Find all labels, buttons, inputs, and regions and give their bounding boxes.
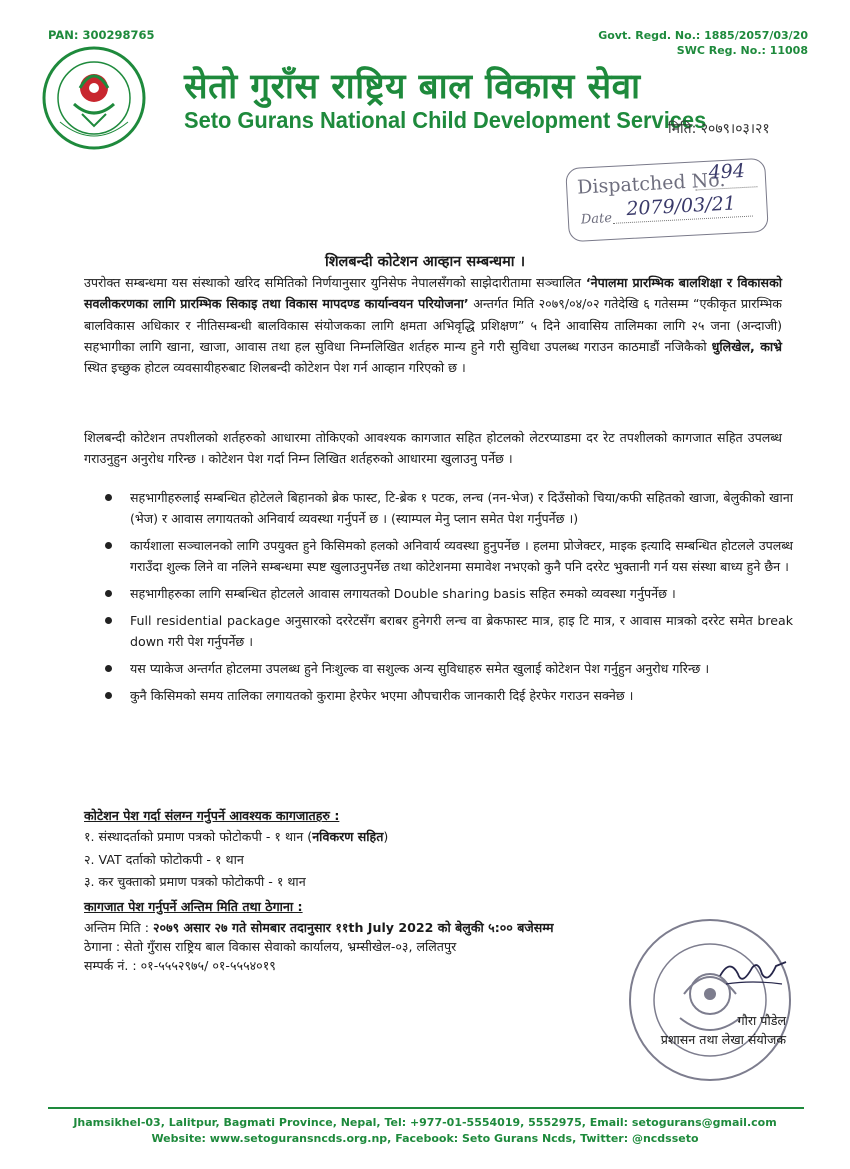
dispatch-no-label: Dispatched No.	[576, 168, 726, 199]
deadline-info	[84, 918, 554, 975]
letter-subject: शिलबन्दी कोटेशन आव्हान सम्बन्धमा ।	[324, 254, 526, 270]
location-name: धुलिखेल, काभ्रे	[711, 338, 782, 354]
list-item-text: Full residential package अनुसारको दररेटसँग बराबर हुनेगरी लन्च वा ब्रेकफास्ट मात्र, हाइ टि मात्र, र आवास मात्रको दररेट समेत break down गरी पेश गर्नुपर्नेछ ।	[130, 612, 793, 650]
signature	[712, 954, 792, 994]
registration-info	[598, 28, 808, 58]
dispatch-date-value: 2079/03/21	[625, 192, 737, 221]
list-item-text: यस प्याकेज अन्तर्गत होटलमा उपलब्ध हुने निःशुल्क वा सशुल्क अन्य सुविधाहरु समेत खुलाई कोटेशन पेश गर्नुहुन अनुरोध गरिन्छ ।	[130, 661, 710, 677]
document-item: ३. कर चुक्ताको प्रमाण पत्रको फोटोकपी - १ थान	[84, 874, 306, 889]
conditions-paragraph: शिलबन्दी कोटेशन तपशीलको शर्तहरुको आधारमा तोकिएको आवश्यक कागजात सहित होटलको लेटरप्याडमा दर रेट तपशीलको कागजात सहित उपलब्ध गराउनुहुन अनुरोध गरिन्छ । कोटेशन पेश गर्दा निम्न लिखित शर्तहरुको आधारमा खुलाउनु पर्नेछ ।	[84, 430, 782, 467]
intro-text-1: उपरोक्त सम्बन्धमा यस संस्थाको खरिद समितिको निर्णयानुसार युनिसेफ नेपालसँगको साझेदारीतामा सञ्चालित	[84, 275, 586, 290]
list-item	[103, 583, 793, 604]
footer-address: Jhamsikhel-03, Lalitpur, Bagmati Province, Nepal, Tel: +977-01-5554019, 5552975, Email: setogurans@gmail.com	[73, 1116, 777, 1129]
govt-regd-number: Govt. Regd. No.: 1885/2057/03/20	[598, 29, 808, 42]
deadline-date	[84, 918, 554, 937]
list-item	[103, 610, 793, 653]
list-item-text: कार्यशाला सञ्चालनको लागि उपयुक्त हुने किसिमको हलको अनिवार्य व्यवस्था हुनुपर्नेछ । हलमा प्रोजेक्टर, माइक इत्यादि सम्बन्धित होटलले उपलब्ध गराउँदा शुल्क लिने वा नलिने सम्बन्धमा स्पष्ट खुलाउनुपर्नेछ तथा कोटेशनमा समावेश नभएको कुनै पनि दररेट भुक्तानी गर्न यस संस्था बाध्य हुने छैन ।	[130, 538, 793, 575]
conditions-list	[103, 487, 793, 712]
document-item: २. VAT दर्ताको फोटोकपी - १ थान	[84, 851, 244, 867]
document-item	[84, 826, 388, 849]
deadline-contact: सम्पर्क नं. : ०१-५५५२९७५/ ०१-५५५४०१९	[84, 958, 276, 973]
dispatch-stamp	[565, 158, 769, 242]
deadline-date-label: अन्तिम मिति :	[84, 920, 153, 935]
organization-name-nepali: सेतो गुराँस राष्ट्रिय बाल विकास सेवा	[184, 67, 641, 107]
intro-paragraph	[84, 272, 782, 378]
bullet-icon	[105, 542, 112, 549]
swc-reg-number: SWC Reg. No.: 11008	[676, 44, 808, 57]
documents-list	[84, 826, 388, 894]
list-item-text: कुनै किसिमको समय तालिका लगायतको कुरामा हेरफेर भएमा औपचारीक जानकारी दिई हेरफेर गराउन सक्नेछ ।	[130, 687, 634, 703]
document-item-close: )	[383, 829, 389, 844]
letter-date: मिति: २०७९।०३।२१	[668, 121, 770, 137]
organization-logo	[40, 44, 148, 152]
bullet-icon	[105, 692, 112, 699]
dispatch-date-label: Date	[580, 210, 613, 228]
bullet-icon	[105, 494, 112, 501]
footer	[0, 1115, 850, 1147]
deadline-date-value: २०७९ असार २७ गते सोमबार तदानुसार ११th July 2022 को बेलुकी ५:०० बजेसम्म	[152, 920, 554, 935]
document-item-note: नविकरण सहित	[312, 829, 384, 844]
deadline-heading: कागजात पेश गर्नुपर्ने अन्तिम मिति तथा ठेगाना :	[84, 899, 303, 914]
documents-heading: कोटेशन पेश गर्दा संलग्न गर्नुपर्ने आवश्यक कागजातहरु :	[84, 808, 340, 823]
footer-divider	[48, 1107, 804, 1109]
list-item	[103, 535, 793, 578]
intro-text-2: अन्तर्गत मिति २०७९/०४/०२ गतेदेखि ६ गतेसम्म “एकीकृत प्रारम्भिक बालविकास अधिकार र नीतिसम्बन्धी बालविकास संयोजकका लागि क्षमता अभिवृद्धि प्रशिक्षण” ५ दिने आवासिय तालिमका लागि २५ जना (अन्दाजी) सहभागीका लागि खाना, खाजा, आवास तथा हल सुविधा निम्नलिखित शर्तहरु मान्य हुने गरी सुविधा उपलब्ध गराउन काठमाडौं नजिकैको	[84, 296, 782, 354]
deadline-address: ठेगाना : सेतो गुँरास राष्ट्रिय बाल विकास सेवाको कार्यालय, भ्रम्सीखेल-०३, ललितपुर	[84, 939, 457, 954]
intro-text-3: स्थित इच्छुक होटल व्यवसायीहरुबाट शिलबन्दी कोटेशन पेश गर्न आव्हान गरिएको छ ।	[84, 360, 466, 376]
list-item-text: सहभागीहरुका लागि सम्बन्धित होटलले आवास लगायतको Double sharing basis सहित रुमको व्यवस्था गर्नुपर्नेछ ।	[130, 586, 676, 602]
list-item	[103, 685, 793, 706]
signatory-name: गौरा पौडेल	[737, 1013, 786, 1028]
list-item-text: सहभागीहरुलाई सम्बन्धित होटेलले बिहानको ब्रेक फास्ट, टि-ब्रेक १ पटक, लन्च (नन-भेज) र दिउँसोको चिया/कफी सहितको खाजा, बेलुकीको खाना (भेज) र आवास लगायतको अनिवार्य व्यवस्था गर्नुपर्ने छ । (स्याम्पल मेनु प्लान समेत पेश गर्नुपर्नेछ ।)	[130, 490, 793, 527]
organization-name-english: Seto Gurans National Child Development Services	[184, 107, 707, 133]
bullet-icon	[105, 617, 112, 624]
signatory-title: प्रशासन तथा लेखा संयोजक	[660, 1032, 786, 1047]
organization-seal	[624, 914, 796, 1086]
bullet-icon	[105, 665, 112, 672]
dispatch-no-value: 494	[708, 159, 746, 184]
bullet-icon	[105, 590, 112, 597]
list-item	[103, 658, 793, 679]
pan-number: PAN: 300298765	[48, 28, 155, 42]
footer-links: Website: www.setoguransncds.org.np, Facebook: Seto Gurans Ncds, Twitter: @ncdsseto	[151, 1132, 699, 1145]
project-name: ‘नेपालमा प्रारम्भिक बालशिक्षा र विकासको सवलीकरणका लागि प्रारम्भिक सिकाइ तथा विकास मापदण्ड कार्यान्वयन परियोजना’	[84, 275, 783, 312]
document-item-text: १. संस्थादर्ताको प्रमाण पत्रको फोटोकपी - १ थान (	[84, 829, 313, 844]
list-item	[103, 487, 793, 530]
